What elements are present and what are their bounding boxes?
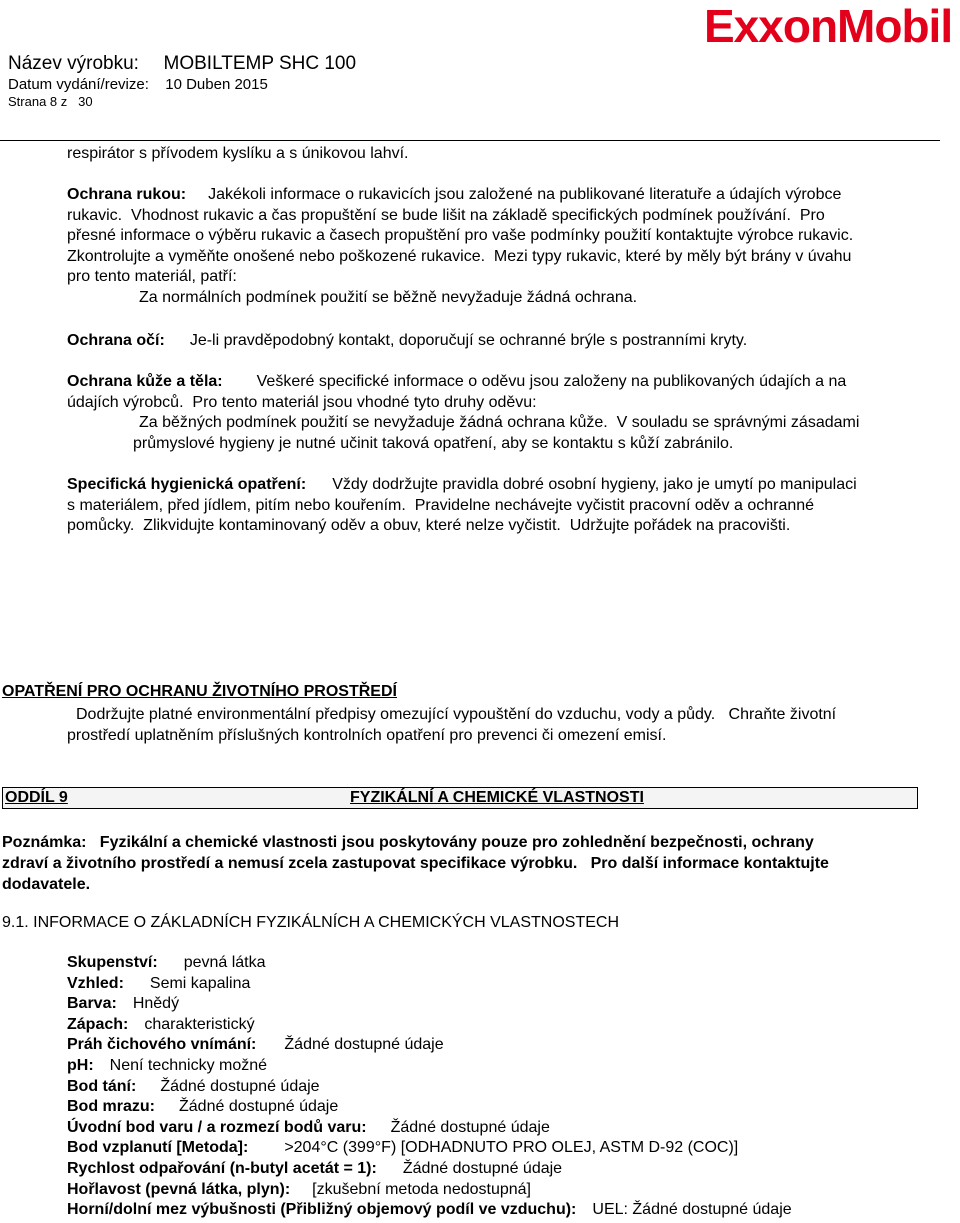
page-number: Strana 8 z 30 bbox=[8, 94, 93, 109]
eye-protection: Ochrana očí: Je-li pravděpodobný kontakt, doporučují se ochranné brýle s postranními kryty. bbox=[67, 332, 748, 349]
property-row bbox=[67, 1077, 320, 1098]
property-value: Žádné dostupné údaje bbox=[160, 1077, 320, 1095]
hand-protection-label: Ochrana rukou: bbox=[67, 186, 187, 203]
property-row bbox=[67, 1118, 550, 1139]
property-value: Žádné dostupné údaje bbox=[179, 1098, 339, 1116]
eye-protection-label: Ochrana očí: bbox=[67, 332, 165, 349]
property-label: Horní/dolní mez výbušnosti (Přibližný objemový podíl ve vzduchu): bbox=[67, 1201, 577, 1219]
skin-protection-label: Ochrana kůže a těla: bbox=[67, 373, 223, 390]
respirator-text: respirátor s přívodem kyslíku a s únikovou lahví. bbox=[67, 145, 409, 162]
product-name: MOBILTEMP SHC 100 bbox=[163, 53, 357, 74]
section-9-number: ODDÍL 9 bbox=[5, 789, 68, 806]
hygiene-measures: Specifická hygienická opatření: Vždy dodržujte pravidla dobré osobní hygieny, jako je umytí po manipulaci s materiálem, před jídlem, pitím nebo kouřením. Pravidelne nechávejte vyčistit pracovní oděv a ochranné pomůcky. Zlikvidujte kontaminovaný oděv a obuv, které nelze vyčistit. Udržujte pořádek na pracovišti. bbox=[67, 476, 857, 534]
property-row bbox=[67, 1138, 738, 1159]
property-label: pH: bbox=[67, 1057, 94, 1074]
property-label: Barva: bbox=[67, 995, 117, 1013]
property-row bbox=[67, 974, 250, 995]
property-value: >204°C (399°F) [ODHADNUTO PRO OLEJ, ASTM D-92 (COC)] bbox=[284, 1139, 739, 1157]
property-value: UEL: Žádné dostupné údaje bbox=[592, 1201, 792, 1219]
property-label: Úvodní bod varu / a rozmezí bodů varu: bbox=[67, 1118, 367, 1136]
svg-text:ExxonMobil: ExxonMobil bbox=[704, 0, 953, 52]
note-text: Poznámka: Fyzikální a chemické vlastnosti jsou poskytovány pouze pro zohlednění bezpečnosti, ochrany zdraví a životního prostředí a nemusí zcela zastupovat specifikace výrobku. Pro další informace kontaktujte dodavatele. bbox=[2, 834, 829, 893]
property-label: Hořlavost (pevná látka, plyn): bbox=[67, 1180, 291, 1198]
property-value: charakteristický bbox=[144, 1015, 255, 1033]
skin-protection: Ochrana kůže a těla: Veškeré specifické informace o oděvu jsou založeny na publikovaných údajích a na údajích výrobců. Pro tento materiál jsou vhodné tyto druhy oděvu: Za běžných podmínek použití se nevyžaduje žádná ochrana kůže. V souladu se správnými zásadami průmyslové hygieny je nutné učinit taková opatření, aby se kontaktu s kůží zabránilo. bbox=[67, 373, 860, 452]
date-line bbox=[8, 76, 268, 93]
subsection-9-1-title: 9.1. INFORMACE O ZÁKLADNÍCH FYZIKÁLNÍCH A CHEMICKÝCH VLASTNOSTECH bbox=[2, 914, 619, 931]
property-row bbox=[67, 953, 266, 974]
property-label: Vzhled: bbox=[67, 974, 124, 992]
hand-protection: Ochrana rukou: Jakékoli informace o rukavicích jsou založené na publikované literatuře a údajích výrobce rukavic. Vhodnost rukavic a čas propuštění se bude lišit na základě specifických podmínek používání. Pro přesné informace o výběru rukavic a časech propuštění pro vaše podmínky použití kontaktujte výrobce rukavic. Zkontrolujte a vyměňte onošené nebo poškozené rukavice. Mezi typy rukavic, které by měly být brány v úvahu pro tento materiál, patří: Za normálních podmínek použití se běžně nevyžaduje žádná ochrana. bbox=[67, 186, 854, 306]
property-label: Bod tání: bbox=[67, 1077, 137, 1095]
product-label: Název výrobku: bbox=[8, 53, 139, 74]
property-row bbox=[67, 1035, 444, 1056]
product-line bbox=[8, 53, 356, 75]
section-9-title: FYZIKÁLNÍ A CHEMICKÉ VLASTNOSTI bbox=[350, 789, 644, 806]
date-value: 10 Duben 2015 bbox=[165, 76, 268, 93]
property-row bbox=[67, 1056, 267, 1077]
hygiene-label: Specifická hygienická opatření: bbox=[67, 476, 307, 493]
property-value: Semi kapalina bbox=[149, 974, 251, 992]
property-value: Žádné dostupné údaje bbox=[390, 1118, 550, 1136]
exxonmobil-logo-icon bbox=[704, 0, 960, 52]
property-label: Bod vzplanutí [Metoda]: bbox=[67, 1139, 249, 1157]
property-row bbox=[67, 1159, 562, 1180]
property-label: Bod mrazu: bbox=[67, 1098, 155, 1116]
property-row bbox=[67, 994, 179, 1015]
property-label: Zápach: bbox=[67, 1015, 129, 1033]
property-value: Žádné dostupné údaje bbox=[284, 1036, 444, 1054]
property-value: [zkušební metoda nedostupná] bbox=[312, 1180, 531, 1198]
property-value: pevná látka bbox=[183, 954, 266, 971]
env-text: Dodržujte platné environmentální předpisy omezující vypouštění do vzduchu, vody a půdy. Chraňte životní prostředí uplatněním příslušných kontrolních opatření pro prevenci či omezení emisí. bbox=[67, 706, 837, 744]
property-row bbox=[67, 1200, 792, 1221]
property-value: Není technicky možné bbox=[109, 1057, 268, 1074]
exxonmobil-logo bbox=[704, 0, 960, 52]
property-label: Rychlost odpařování (n-butyl acetát = 1): bbox=[67, 1160, 377, 1177]
property-row bbox=[67, 1097, 338, 1118]
date-label: Datum vydání/revize: bbox=[8, 76, 149, 93]
env-title: OPATŘENÍ PRO OCHRANU ŽIVOTNÍHO PROSTŘEDÍ bbox=[2, 683, 397, 700]
property-row bbox=[67, 1015, 255, 1036]
property-value: Žádné dostupné údaje bbox=[402, 1160, 563, 1177]
header-divider bbox=[0, 140, 940, 141]
property-value: Hnědý bbox=[132, 995, 180, 1013]
property-label: Práh čichového vnímání: bbox=[67, 1036, 257, 1054]
property-label: Skupenství: bbox=[67, 954, 158, 971]
property-row bbox=[67, 1180, 531, 1201]
